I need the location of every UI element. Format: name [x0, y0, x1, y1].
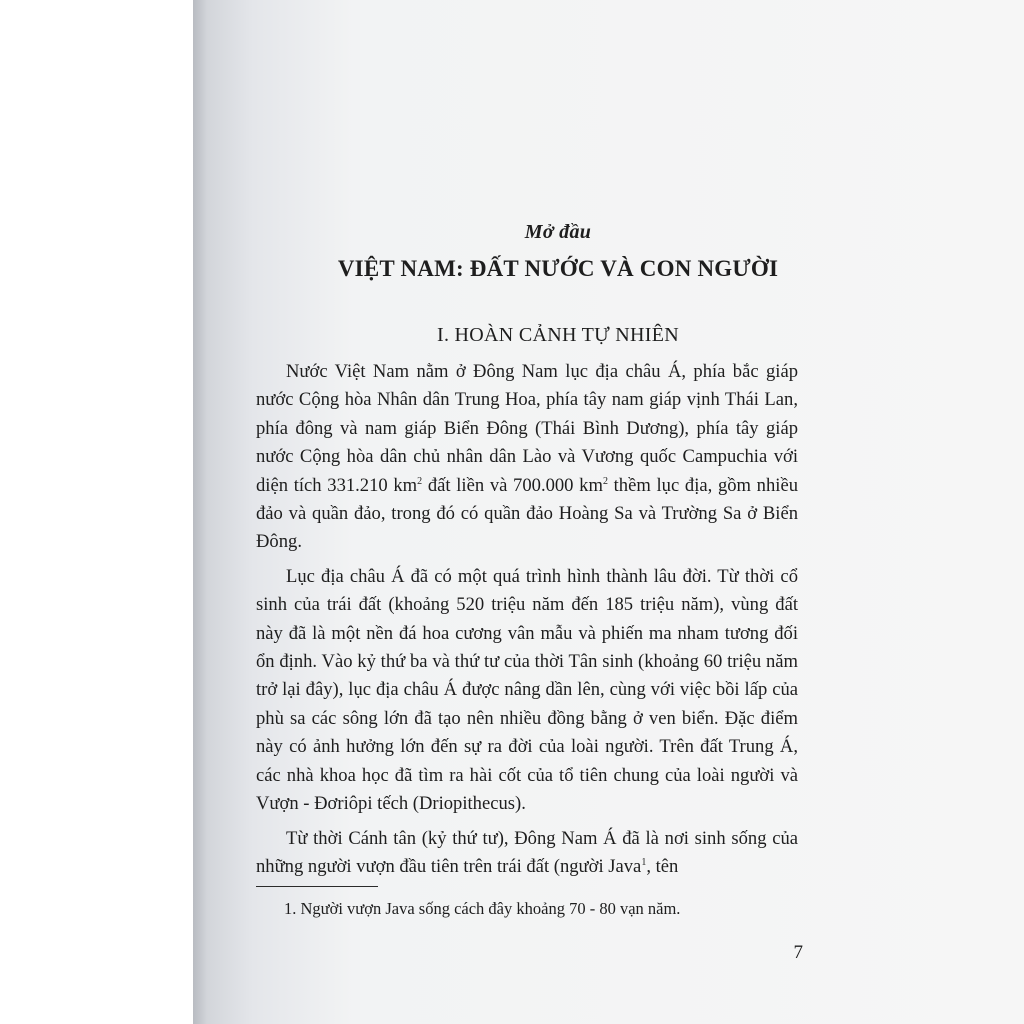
paragraph-3-part-a: Từ thời Cánh tân (kỷ thứ tư), Đông Nam Á đã là nơi sinh sống của những người vượn đầu tiên trên trái đất (người Java: [256, 827, 798, 877]
page-number: 7: [793, 942, 803, 963]
paragraph-3: [256, 825, 798, 882]
paragraph-3-part-b: , tên: [646, 855, 679, 877]
body-text: [256, 358, 798, 887]
footnote-divider: [256, 886, 378, 887]
chapter-kicker: Mở đầu: [524, 221, 592, 243]
footnote: 1. Người vượn Java sống cách đây khoảng 70 - 80 vạn năm.: [284, 899, 681, 918]
paragraph-1: [256, 358, 798, 557]
footnote-ref: 1: [641, 856, 647, 868]
page-gutter-shadow: [193, 0, 207, 1024]
paragraph-1-part-b: đất liền và 700.000 km: [422, 474, 603, 496]
book-page: [193, 0, 1024, 1024]
paragraph-2: Lục địa châu Á đã có một quá trình hình thành lâu đời. Từ thời cổ sinh của trái đất (khoảng 520 triệu năm đến 185 triệu năm), vùng đất này đã là một nền đá hoa cương vân mẫu và phiến ma nham tương đối ổn định. Vào kỷ thứ ba và thứ tư của thời Tân sinh (khoảng 60 triệu năm trở lại đây), lục địa châu Á được nâng dần lên, cùng với việc bồi lấp của phù sa các sông lớn đã tạo nên nhiều đồng bằng ở ven biển. Đặc điểm này có ảnh hưởng lớn đến sự ra đời của loài người. Trên đất Trung Á, các nhà khoa học đã tìm ra hài cốt của tổ tiên chung của loài người và Vượn - Đơriôpi tếch (Driopithecus).: [256, 565, 798, 815]
paragraph-1-part-c: thềm lục địa, gồm nhiều đảo và quần đảo, trong đó có quần đảo Hoàng Sa và Trường Sa ở Biển Đông.: [256, 474, 798, 553]
section-title: I. HOÀN CẢNH TỰ NHIÊN: [437, 324, 679, 346]
paragraph-1-part-a: Nước Việt Nam nằm ở Đông Nam lục địa châu Á, phía bắc giáp nước Cộng hòa Nhân dân Trung Hoa, phía tây nam giáp vịnh Thái Lan, phía đông và nam giáp Biển Đông (Thái Bình Dương), phía tây giáp nước Cộng hòa dân chủ nhân dân Lào và Vương quốc Campuchia với diện tích 331.210 km: [256, 361, 798, 496]
superscript-square: 2: [602, 475, 608, 487]
chapter-title: VIỆT NAM: ĐẤT NƯỚC VÀ CON NGƯỜI: [337, 256, 779, 281]
superscript-square: 2: [417, 475, 423, 487]
